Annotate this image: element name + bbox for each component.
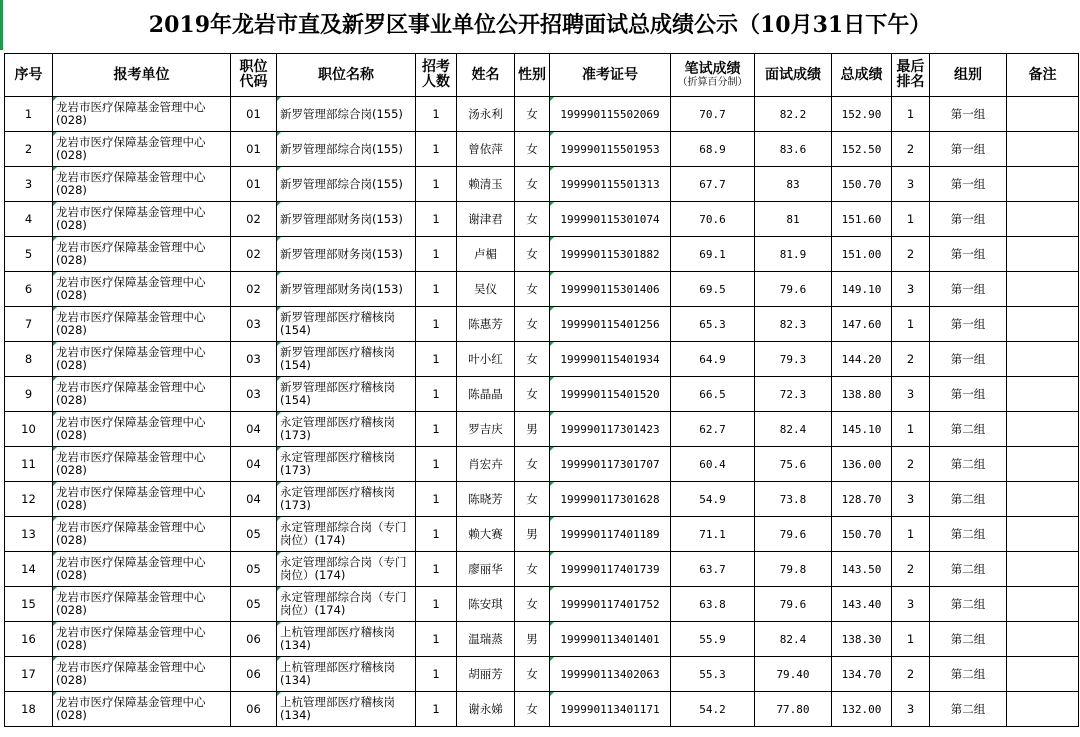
cell-group: 第二组 bbox=[930, 552, 1007, 587]
cell-interview-score: 81.9 bbox=[755, 237, 832, 272]
cell-exam-number: 199990113402063 bbox=[550, 657, 671, 692]
cell-seq: 3 bbox=[5, 167, 53, 202]
header-gender: 性别 bbox=[515, 54, 550, 97]
cell-position-code: 02 bbox=[231, 272, 277, 307]
cell-position-code: 04 bbox=[231, 447, 277, 482]
cell-unit: 龙岩市医疗保障基金管理中心(028) bbox=[53, 412, 231, 447]
cell-quota: 1 bbox=[416, 97, 457, 132]
cell-interview-score: 79.8 bbox=[755, 552, 832, 587]
cell-unit: 龙岩市医疗保障基金管理中心(028) bbox=[53, 202, 231, 237]
cell-position-code: 05 bbox=[231, 517, 277, 552]
table-row bbox=[5, 342, 1079, 377]
cell-seq: 18 bbox=[5, 692, 53, 727]
cell-position-name: 新罗管理部综合岗(155) bbox=[277, 97, 416, 132]
cell-total-score: 151.60 bbox=[832, 202, 892, 237]
cell-interview-score: 82.4 bbox=[755, 412, 832, 447]
cell-unit: 龙岩市医疗保障基金管理中心(028) bbox=[53, 657, 231, 692]
cell-quota: 1 bbox=[416, 377, 457, 412]
cell-position-name: 新罗管理部综合岗(155) bbox=[277, 167, 416, 202]
cell-total-score: 145.10 bbox=[832, 412, 892, 447]
header-written-score bbox=[671, 54, 755, 97]
cell-interview-score: 79.3 bbox=[755, 342, 832, 377]
cell-final-rank: 2 bbox=[892, 132, 930, 167]
cell-unit: 龙岩市医疗保障基金管理中心(028) bbox=[53, 97, 231, 132]
header-unit: 报考单位 bbox=[53, 54, 231, 97]
table-row bbox=[5, 272, 1079, 307]
cell-unit: 龙岩市医疗保障基金管理中心(028) bbox=[53, 377, 231, 412]
cell-interview-score: 81 bbox=[755, 202, 832, 237]
cell-position-code: 02 bbox=[231, 237, 277, 272]
cell-gender: 男 bbox=[515, 622, 550, 657]
cell-name: 叶小红 bbox=[457, 342, 515, 377]
cell-seq: 9 bbox=[5, 377, 53, 412]
cell-written-score: 70.7 bbox=[671, 97, 755, 132]
cell-total-score: 143.50 bbox=[832, 552, 892, 587]
cell-gender: 女 bbox=[515, 342, 550, 377]
cell-exam-number: 199990115301074 bbox=[550, 202, 671, 237]
cell-seq: 7 bbox=[5, 307, 53, 342]
cell-unit: 龙岩市医疗保障基金管理中心(028) bbox=[53, 517, 231, 552]
header-exam-number: 准考证号 bbox=[550, 54, 671, 97]
cell-final-rank: 2 bbox=[892, 552, 930, 587]
cell-written-score: 60.4 bbox=[671, 447, 755, 482]
cell-total-score: 151.00 bbox=[832, 237, 892, 272]
cell-final-rank: 3 bbox=[892, 587, 930, 622]
cell-unit: 龙岩市医疗保障基金管理中心(028) bbox=[53, 307, 231, 342]
cell-interview-score: 82.4 bbox=[755, 622, 832, 657]
cell-position-name: 上杭管理部医疗稽核岗(134) bbox=[277, 657, 416, 692]
cell-exam-number: 199990115301882 bbox=[550, 237, 671, 272]
cell-position-name: 新罗管理部财务岗(153) bbox=[277, 202, 416, 237]
cell-group: 第一组 bbox=[930, 237, 1007, 272]
cell-written-score: 64.9 bbox=[671, 342, 755, 377]
cell-position-code: 06 bbox=[231, 692, 277, 727]
cell-note bbox=[1007, 692, 1079, 727]
cell-position-code: 01 bbox=[231, 132, 277, 167]
cell-seq: 11 bbox=[5, 447, 53, 482]
cell-unit: 龙岩市医疗保障基金管理中心(028) bbox=[53, 132, 231, 167]
cell-group: 第一组 bbox=[930, 307, 1007, 342]
table-row bbox=[5, 622, 1079, 657]
cell-group: 第二组 bbox=[930, 622, 1007, 657]
cell-exam-number: 199990115401934 bbox=[550, 342, 671, 377]
cell-position-name: 永定管理部医疗稽核岗(173) bbox=[277, 412, 416, 447]
cell-note bbox=[1007, 272, 1079, 307]
cell-position-code: 01 bbox=[231, 167, 277, 202]
cell-quota: 1 bbox=[416, 342, 457, 377]
cell-written-score: 54.9 bbox=[671, 482, 755, 517]
cell-note bbox=[1007, 657, 1079, 692]
cell-interview-score: 83 bbox=[755, 167, 832, 202]
cell-position-code: 05 bbox=[231, 552, 277, 587]
cell-unit: 龙岩市医疗保障基金管理中心(028) bbox=[53, 552, 231, 587]
cell-exam-number: 199990115501953 bbox=[550, 132, 671, 167]
cell-total-score: 134.70 bbox=[832, 657, 892, 692]
cell-total-score: 149.10 bbox=[832, 272, 892, 307]
cell-total-score: 143.40 bbox=[832, 587, 892, 622]
cell-interview-score: 75.6 bbox=[755, 447, 832, 482]
cell-group: 第二组 bbox=[930, 412, 1007, 447]
table-row bbox=[5, 377, 1079, 412]
cell-group: 第二组 bbox=[930, 692, 1007, 727]
cell-group: 第二组 bbox=[930, 587, 1007, 622]
cell-quota: 1 bbox=[416, 272, 457, 307]
cell-position-name: 新罗管理部综合岗(155) bbox=[277, 132, 416, 167]
table-row bbox=[5, 657, 1079, 692]
cell-position-code: 06 bbox=[231, 657, 277, 692]
cell-seq: 8 bbox=[5, 342, 53, 377]
cell-exam-number: 199990117401752 bbox=[550, 587, 671, 622]
cell-gender: 男 bbox=[515, 517, 550, 552]
cell-final-rank: 2 bbox=[892, 342, 930, 377]
cell-exam-number: 199990117301628 bbox=[550, 482, 671, 517]
table-body bbox=[5, 97, 1079, 727]
cell-name: 陈晓芳 bbox=[457, 482, 515, 517]
cell-note bbox=[1007, 342, 1079, 377]
cell-group: 第一组 bbox=[930, 342, 1007, 377]
cell-written-score: 71.1 bbox=[671, 517, 755, 552]
cell-exam-number: 199990115501313 bbox=[550, 167, 671, 202]
cell-unit: 龙岩市医疗保障基金管理中心(028) bbox=[53, 482, 231, 517]
cell-unit: 龙岩市医疗保障基金管理中心(028) bbox=[53, 622, 231, 657]
header-quota: 招考人数 bbox=[416, 54, 457, 97]
cell-exam-number: 199990117401739 bbox=[550, 552, 671, 587]
cell-written-score: 70.6 bbox=[671, 202, 755, 237]
cell-note bbox=[1007, 447, 1079, 482]
cell-position-name: 永定管理部医疗稽核岗(173) bbox=[277, 447, 416, 482]
cell-position-name: 新罗管理部医疗稽核岗(154) bbox=[277, 342, 416, 377]
cell-note bbox=[1007, 237, 1079, 272]
cell-name: 曾依萍 bbox=[457, 132, 515, 167]
table-row bbox=[5, 97, 1079, 132]
cell-position-code: 04 bbox=[231, 412, 277, 447]
header-written-score-label: 笔试成绩 bbox=[684, 60, 741, 77]
cell-name: 廖丽华 bbox=[457, 552, 515, 587]
cell-position-code: 03 bbox=[231, 342, 277, 377]
cell-unit: 龙岩市医疗保障基金管理中心(028) bbox=[53, 272, 231, 307]
cell-group: 第二组 bbox=[930, 482, 1007, 517]
cell-final-rank: 3 bbox=[892, 167, 930, 202]
header-total-score: 总成绩 bbox=[832, 54, 892, 97]
cell-group: 第二组 bbox=[930, 657, 1007, 692]
cell-seq: 4 bbox=[5, 202, 53, 237]
cell-exam-number: 199990115301406 bbox=[550, 272, 671, 307]
cell-gender: 女 bbox=[515, 132, 550, 167]
header-position-code: 职位代码 bbox=[231, 54, 277, 97]
table-row bbox=[5, 237, 1079, 272]
cell-unit: 龙岩市医疗保障基金管理中心(028) bbox=[53, 342, 231, 377]
cell-position-name: 永定管理部综合岗（专门岗位）(174) bbox=[277, 517, 416, 552]
cell-written-score: 65.3 bbox=[671, 307, 755, 342]
cell-quota: 1 bbox=[416, 622, 457, 657]
cell-name: 卢楣 bbox=[457, 237, 515, 272]
cell-quota: 1 bbox=[416, 412, 457, 447]
cell-position-code: 05 bbox=[231, 587, 277, 622]
cell-note bbox=[1007, 97, 1079, 132]
cell-written-score: 55.9 bbox=[671, 622, 755, 657]
header-written-score-note: （折算百分制） bbox=[677, 76, 748, 88]
cell-seq: 15 bbox=[5, 587, 53, 622]
cell-exam-number: 199990113401401 bbox=[550, 622, 671, 657]
cell-total-score: 144.20 bbox=[832, 342, 892, 377]
cell-written-score: 67.7 bbox=[671, 167, 755, 202]
cell-name: 赖大赛 bbox=[457, 517, 515, 552]
cell-name: 吴仪 bbox=[457, 272, 515, 307]
cell-interview-score: 82.3 bbox=[755, 307, 832, 342]
cell-total-score: 152.50 bbox=[832, 132, 892, 167]
cell-written-score: 63.8 bbox=[671, 587, 755, 622]
cell-note bbox=[1007, 377, 1079, 412]
table-row bbox=[5, 132, 1079, 167]
cell-total-score: 147.60 bbox=[832, 307, 892, 342]
results-table bbox=[4, 53, 1079, 727]
cell-total-score: 152.90 bbox=[832, 97, 892, 132]
cell-note bbox=[1007, 482, 1079, 517]
cell-position-name: 新罗管理部医疗稽核岗(154) bbox=[277, 307, 416, 342]
table-row bbox=[5, 482, 1079, 517]
cell-group: 第二组 bbox=[930, 517, 1007, 552]
cell-position-code: 01 bbox=[231, 97, 277, 132]
cell-gender: 女 bbox=[515, 482, 550, 517]
cell-quota: 1 bbox=[416, 482, 457, 517]
cell-written-score: 69.1 bbox=[671, 237, 755, 272]
cell-gender: 女 bbox=[515, 587, 550, 622]
cell-note bbox=[1007, 412, 1079, 447]
cell-total-score: 136.00 bbox=[832, 447, 892, 482]
cell-exam-number: 199990115401256 bbox=[550, 307, 671, 342]
cell-name: 肖宏卉 bbox=[457, 447, 515, 482]
header-position-name: 职位名称 bbox=[277, 54, 416, 97]
cell-gender: 女 bbox=[515, 237, 550, 272]
cell-note bbox=[1007, 167, 1079, 202]
cell-gender: 男 bbox=[515, 412, 550, 447]
cell-written-score: 62.7 bbox=[671, 412, 755, 447]
cell-gender: 女 bbox=[515, 552, 550, 587]
cell-seq: 12 bbox=[5, 482, 53, 517]
cell-final-rank: 3 bbox=[892, 377, 930, 412]
cell-final-rank: 3 bbox=[892, 692, 930, 727]
cell-total-score: 128.70 bbox=[832, 482, 892, 517]
cell-position-code: 06 bbox=[231, 622, 277, 657]
table-row bbox=[5, 307, 1079, 342]
table-row bbox=[5, 447, 1079, 482]
cell-seq: 6 bbox=[5, 272, 53, 307]
header-seq: 序号 bbox=[5, 54, 53, 97]
cell-gender: 女 bbox=[515, 657, 550, 692]
cell-total-score: 150.70 bbox=[832, 167, 892, 202]
cell-written-score: 54.2 bbox=[671, 692, 755, 727]
cell-interview-score: 82.2 bbox=[755, 97, 832, 132]
cell-exam-number: 199990117301707 bbox=[550, 447, 671, 482]
cell-interview-score: 72.3 bbox=[755, 377, 832, 412]
cell-name: 胡丽芳 bbox=[457, 657, 515, 692]
table-row bbox=[5, 167, 1079, 202]
cell-written-score: 55.3 bbox=[671, 657, 755, 692]
cell-group: 第一组 bbox=[930, 377, 1007, 412]
cell-quota: 1 bbox=[416, 202, 457, 237]
cell-note bbox=[1007, 202, 1079, 237]
cell-seq: 2 bbox=[5, 132, 53, 167]
page-title-text: 2019年龙岩市直及新罗区事业单位公开招聘面试总成绩公示（10月31日下午） bbox=[148, 12, 932, 38]
header-row bbox=[5, 54, 1079, 97]
cell-position-code: 03 bbox=[231, 377, 277, 412]
cell-interview-score: 79.6 bbox=[755, 517, 832, 552]
cell-interview-score: 83.6 bbox=[755, 132, 832, 167]
cell-quota: 1 bbox=[416, 307, 457, 342]
cell-group: 第二组 bbox=[930, 447, 1007, 482]
cell-written-score: 66.5 bbox=[671, 377, 755, 412]
cell-group: 第一组 bbox=[930, 167, 1007, 202]
cell-unit: 龙岩市医疗保障基金管理中心(028) bbox=[53, 587, 231, 622]
cell-group: 第一组 bbox=[930, 97, 1007, 132]
cell-gender: 女 bbox=[515, 692, 550, 727]
cell-written-score: 68.9 bbox=[671, 132, 755, 167]
cell-exam-number: 199990117401189 bbox=[550, 517, 671, 552]
page-title bbox=[0, 0, 1080, 50]
title-edge-marker bbox=[0, 0, 3, 50]
cell-position-code: 02 bbox=[231, 202, 277, 237]
cell-group: 第一组 bbox=[930, 272, 1007, 307]
cell-gender: 女 bbox=[515, 272, 550, 307]
cell-quota: 1 bbox=[416, 692, 457, 727]
cell-total-score: 132.00 bbox=[832, 692, 892, 727]
cell-note bbox=[1007, 517, 1079, 552]
cell-written-score: 69.5 bbox=[671, 272, 755, 307]
cell-interview-score: 73.8 bbox=[755, 482, 832, 517]
cell-position-code: 03 bbox=[231, 307, 277, 342]
cell-quota: 1 bbox=[416, 447, 457, 482]
cell-position-name: 永定管理部综合岗（专门岗位）(174) bbox=[277, 587, 416, 622]
cell-name: 陈晶晶 bbox=[457, 377, 515, 412]
cell-final-rank: 1 bbox=[892, 412, 930, 447]
cell-group: 第一组 bbox=[930, 202, 1007, 237]
cell-quota: 1 bbox=[416, 552, 457, 587]
cell-final-rank: 1 bbox=[892, 622, 930, 657]
cell-name: 谢津君 bbox=[457, 202, 515, 237]
cell-interview-score: 79.6 bbox=[755, 272, 832, 307]
cell-position-name: 永定管理部综合岗（专门岗位）(174) bbox=[277, 552, 416, 587]
cell-unit: 龙岩市医疗保障基金管理中心(028) bbox=[53, 447, 231, 482]
cell-quota: 1 bbox=[416, 517, 457, 552]
cell-position-name: 上杭管理部医疗稽核岗(134) bbox=[277, 622, 416, 657]
cell-final-rank: 3 bbox=[892, 482, 930, 517]
cell-name: 罗吉庆 bbox=[457, 412, 515, 447]
cell-gender: 女 bbox=[515, 377, 550, 412]
cell-seq: 17 bbox=[5, 657, 53, 692]
cell-exam-number: 199990115401520 bbox=[550, 377, 671, 412]
cell-gender: 女 bbox=[515, 167, 550, 202]
cell-quota: 1 bbox=[416, 587, 457, 622]
cell-seq: 13 bbox=[5, 517, 53, 552]
cell-name: 陈安琪 bbox=[457, 587, 515, 622]
cell-seq: 5 bbox=[5, 237, 53, 272]
cell-quota: 1 bbox=[416, 657, 457, 692]
cell-final-rank: 1 bbox=[892, 517, 930, 552]
cell-seq: 1 bbox=[5, 97, 53, 132]
cell-note bbox=[1007, 132, 1079, 167]
header-name: 姓名 bbox=[457, 54, 515, 97]
cell-final-rank: 2 bbox=[892, 447, 930, 482]
cell-interview-score: 79.40 bbox=[755, 657, 832, 692]
cell-position-name: 新罗管理部医疗稽核岗(154) bbox=[277, 377, 416, 412]
cell-final-rank: 1 bbox=[892, 97, 930, 132]
cell-seq: 10 bbox=[5, 412, 53, 447]
cell-name: 温瑞蒸 bbox=[457, 622, 515, 657]
cell-exam-number: 199990115502069 bbox=[550, 97, 671, 132]
cell-position-name: 新罗管理部财务岗(153) bbox=[277, 272, 416, 307]
cell-seq: 14 bbox=[5, 552, 53, 587]
cell-position-name: 上杭管理部医疗稽核岗(134) bbox=[277, 692, 416, 727]
cell-interview-score: 77.80 bbox=[755, 692, 832, 727]
cell-final-rank: 1 bbox=[892, 202, 930, 237]
cell-total-score: 138.80 bbox=[832, 377, 892, 412]
header-final-rank: 最后排名 bbox=[892, 54, 930, 97]
cell-interview-score: 79.6 bbox=[755, 587, 832, 622]
cell-exam-number: 199990113401171 bbox=[550, 692, 671, 727]
cell-group: 第一组 bbox=[930, 132, 1007, 167]
cell-seq: 16 bbox=[5, 622, 53, 657]
cell-note bbox=[1007, 622, 1079, 657]
cell-gender: 女 bbox=[515, 202, 550, 237]
cell-position-name: 永定管理部医疗稽核岗(173) bbox=[277, 482, 416, 517]
cell-final-rank: 2 bbox=[892, 237, 930, 272]
header-group: 组别 bbox=[930, 54, 1007, 97]
cell-final-rank: 2 bbox=[892, 657, 930, 692]
cell-unit: 龙岩市医疗保障基金管理中心(028) bbox=[53, 692, 231, 727]
table-row bbox=[5, 517, 1079, 552]
table-row bbox=[5, 587, 1079, 622]
cell-gender: 女 bbox=[515, 447, 550, 482]
cell-unit: 龙岩市医疗保障基金管理中心(028) bbox=[53, 167, 231, 202]
header-interview-score: 面试成绩 bbox=[755, 54, 832, 97]
cell-note bbox=[1007, 307, 1079, 342]
cell-quota: 1 bbox=[416, 132, 457, 167]
cell-quota: 1 bbox=[416, 237, 457, 272]
cell-final-rank: 3 bbox=[892, 272, 930, 307]
cell-written-score: 63.7 bbox=[671, 552, 755, 587]
cell-name: 赖清玉 bbox=[457, 167, 515, 202]
cell-exam-number: 199990117301423 bbox=[550, 412, 671, 447]
cell-note bbox=[1007, 587, 1079, 622]
cell-position-name: 新罗管理部财务岗(153) bbox=[277, 237, 416, 272]
cell-quota: 1 bbox=[416, 167, 457, 202]
cell-name: 汤永利 bbox=[457, 97, 515, 132]
header-note: 备注 bbox=[1007, 54, 1079, 97]
cell-note bbox=[1007, 552, 1079, 587]
table-row bbox=[5, 202, 1079, 237]
cell-total-score: 150.70 bbox=[832, 517, 892, 552]
cell-name: 陈惠芳 bbox=[457, 307, 515, 342]
cell-position-code: 04 bbox=[231, 482, 277, 517]
table-row bbox=[5, 412, 1079, 447]
cell-final-rank: 1 bbox=[892, 307, 930, 342]
table-row bbox=[5, 552, 1079, 587]
cell-gender: 女 bbox=[515, 307, 550, 342]
cell-name: 谢永娣 bbox=[457, 692, 515, 727]
cell-total-score: 138.30 bbox=[832, 622, 892, 657]
cell-unit: 龙岩市医疗保障基金管理中心(028) bbox=[53, 237, 231, 272]
cell-gender: 女 bbox=[515, 97, 550, 132]
table-row bbox=[5, 692, 1079, 727]
